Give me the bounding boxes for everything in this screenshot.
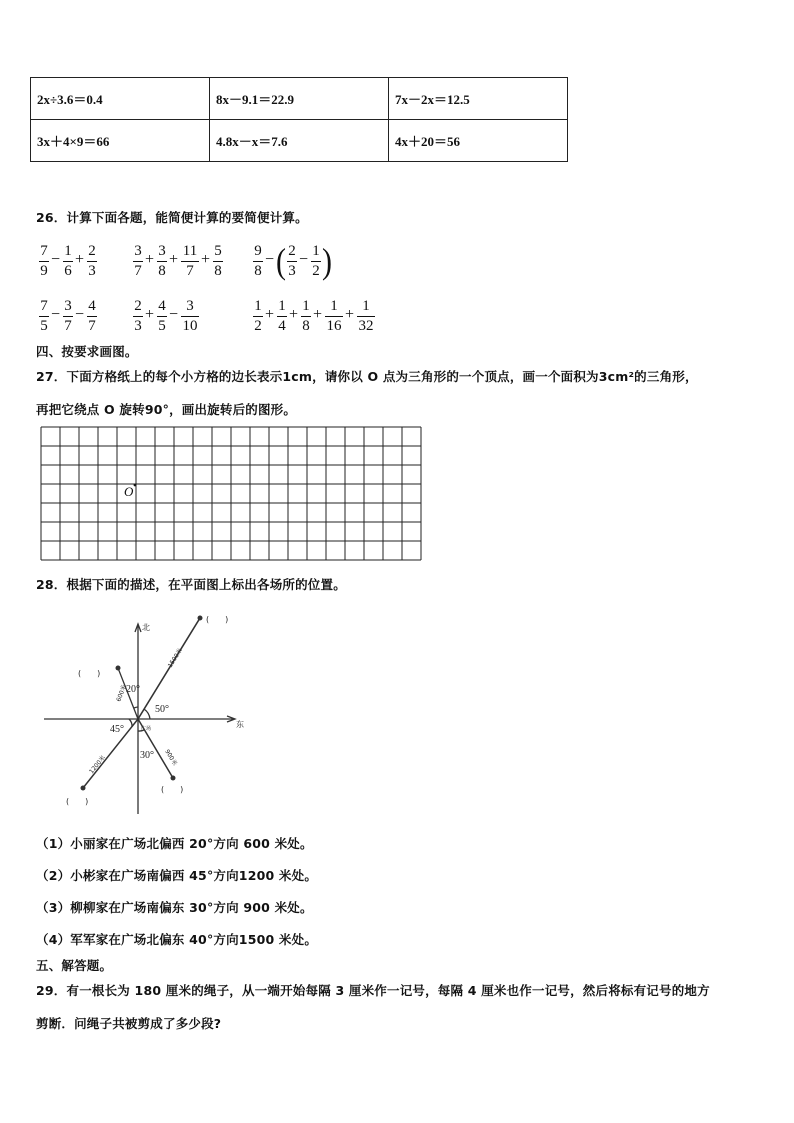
paren-open: ( (276, 241, 286, 282)
fraction-bar (133, 261, 143, 262)
denominator: 8 (158, 263, 166, 279)
operator: + (75, 251, 85, 268)
fraction-bar (63, 261, 73, 262)
fraction (86, 298, 98, 335)
fraction (212, 243, 224, 280)
fraction (276, 298, 288, 335)
fraction (132, 298, 144, 335)
numerator: 1 (362, 298, 370, 314)
fraction-bar (253, 261, 263, 262)
east-label: 东 (236, 720, 244, 729)
table-row (31, 78, 568, 120)
numerator: 1 (64, 243, 72, 259)
operator: + (169, 251, 179, 268)
q28-item-1: （1）小丽家在广场北偏西 20°方向 600 米处。 (36, 836, 313, 851)
distance-label: 1200米 (88, 754, 107, 776)
fraction (356, 298, 376, 335)
numerator: 11 (182, 243, 198, 259)
q29-line1: 29．有一根长为 180 厘米的绳子，从一端开始每隔 3 厘米作一记号，每隔 4 厘米也作一记号，然后将标有记号的地方 (36, 983, 710, 998)
equation-cell: 7x－2x＝12.5 (389, 78, 568, 120)
fraction-bar (213, 261, 223, 262)
numerator: 3 (134, 243, 142, 259)
q29-line2: 剪断．问绳子共被剪成了多少段? (36, 1016, 222, 1031)
equation-cell: 8x－9.1＝22.9 (210, 78, 389, 120)
fraction (62, 298, 74, 335)
denominator: 2 (254, 318, 262, 334)
equation-cell: 4.8x－x＝7.6 (210, 120, 389, 162)
operator: − (169, 306, 179, 323)
fraction (156, 298, 168, 335)
answer-blank: ( ) (161, 785, 184, 794)
numerator: 3 (64, 298, 72, 314)
north-label: 北 (142, 623, 150, 632)
fraction-bar (87, 316, 97, 317)
numerator: 1 (312, 243, 320, 259)
equation-cell: 3x＋4×9＝66 (31, 120, 210, 162)
denominator: 3 (134, 318, 142, 334)
angle-label: 30° (140, 750, 154, 761)
paren-close: ) (322, 241, 332, 282)
point-marker (171, 776, 176, 781)
q28-item-4: （4）军军家在广场北偏东 40°方向1500 米处。 (36, 932, 318, 947)
point-marker (81, 786, 86, 791)
denominator: 6 (64, 263, 72, 279)
angle-arc (144, 709, 150, 719)
denominator: 4 (278, 318, 286, 334)
denominator: 5 (158, 318, 166, 334)
fraction-bar (63, 316, 73, 317)
denominator: 7 (134, 263, 142, 279)
numerator: 3 (186, 298, 194, 314)
q28-item-2: （2）小彬家在广场南偏西 45°方向1200 米处。 (36, 868, 318, 883)
point-o-label: O (124, 484, 134, 499)
denominator: 7 (88, 318, 96, 334)
operator: + (345, 306, 355, 323)
fraction (310, 243, 322, 280)
answer-blank: ( ) (78, 669, 101, 678)
denominator: 16 (326, 318, 342, 334)
fraction-bar (181, 261, 199, 262)
numerator: 2 (134, 298, 142, 314)
operator: − (51, 251, 61, 268)
distance-label: 1500米 (166, 647, 184, 670)
denominator: 8 (254, 263, 262, 279)
fraction-bar (287, 261, 297, 262)
fraction-bar (325, 316, 343, 317)
fraction-bar (87, 261, 97, 262)
numerator: 7 (40, 243, 48, 259)
equation-cell: 2x÷3.6＝0.4 (31, 78, 210, 120)
numerator: 9 (254, 243, 262, 259)
operator: + (289, 306, 299, 323)
fraction (156, 243, 168, 280)
fraction-bar (277, 316, 287, 317)
denominator: 32 (358, 318, 374, 334)
operator: + (145, 306, 155, 323)
operator: − (265, 251, 275, 268)
numerator: 7 (40, 298, 48, 314)
table-row (31, 120, 568, 162)
fraction-bar (157, 261, 167, 262)
denominator: 7 (64, 318, 72, 334)
q26-title: 26．计算下面各题，能简便计算的要简便计算。 (36, 210, 308, 225)
numerator: 1 (302, 298, 310, 314)
numerator: 3 (158, 243, 166, 259)
operator: − (51, 306, 61, 323)
fraction-bar (133, 316, 143, 317)
fraction-bar (157, 316, 167, 317)
denominator: 3 (88, 263, 96, 279)
fraction-bar (39, 316, 49, 317)
numerator: 2 (88, 243, 96, 259)
equation-cell: 4x＋20＝56 (389, 120, 568, 162)
answer-blank: ( ) (206, 615, 229, 624)
operator: + (313, 306, 323, 323)
fraction (86, 243, 98, 280)
fraction-bar (357, 316, 375, 317)
operator: − (75, 306, 85, 323)
angle-arc (129, 719, 132, 727)
fraction (300, 298, 312, 335)
operator: + (145, 251, 155, 268)
numerator: 2 (288, 243, 296, 259)
ray-1500 (138, 618, 200, 719)
fraction (62, 243, 74, 280)
fraction (38, 298, 50, 335)
fraction (252, 298, 264, 335)
numerator: 5 (214, 243, 222, 259)
q27-line1: 27．下面方格纸上的每个小方格的边长表示1cm，请你以 O 点为三角形的一个顶点，画一个面积为3cm²的三角形， (36, 369, 698, 384)
fraction-bar (181, 316, 199, 317)
section-4-heading: 四、按要求画图。 (36, 344, 138, 359)
fraction (132, 243, 144, 280)
fraction-bar (311, 261, 321, 262)
distance-label: 900米 (163, 748, 179, 767)
q28-item-3: （3）柳柳家在广场南偏东 30°方向 900 米处。 (36, 900, 313, 915)
fraction (286, 243, 298, 280)
fraction-bar (253, 316, 263, 317)
center-label: 广场 (141, 726, 152, 732)
angle-label: 20° (126, 684, 140, 695)
point-o-dot (134, 484, 137, 487)
numerator: 1 (278, 298, 286, 314)
operator: − (299, 251, 309, 268)
angle-label: 45° (110, 724, 124, 735)
direction-diagram (40, 606, 260, 818)
fraction (324, 298, 344, 335)
operator: + (201, 251, 211, 268)
point-marker (198, 616, 203, 621)
denominator: 8 (214, 263, 222, 279)
fraction-bar (39, 261, 49, 262)
grid-paper (40, 426, 422, 562)
fraction (252, 243, 264, 280)
numerator: 1 (254, 298, 262, 314)
numerator: 4 (158, 298, 166, 314)
denominator: 10 (182, 318, 198, 334)
numerator: 1 (330, 298, 338, 314)
point-marker (116, 666, 121, 671)
denominator: 2 (312, 263, 320, 279)
denominator: 7 (186, 263, 194, 279)
distance-label: 600米 (115, 683, 129, 703)
operator: + (265, 306, 275, 323)
equation-table (30, 77, 568, 162)
fraction (180, 298, 200, 335)
fraction (180, 243, 200, 280)
denominator: 9 (40, 263, 48, 279)
section-5-heading: 五、解答题。 (36, 958, 113, 973)
q28-title: 28．根据下面的描述，在平面图上标出各场所的位置。 (36, 577, 346, 592)
q27-line2: 再把它绕点 O 旋转90°，画出旋转后的图形。 (36, 402, 297, 417)
angle-label: 50° (155, 704, 169, 715)
fraction (38, 243, 50, 280)
denominator: 8 (302, 318, 310, 334)
answer-blank: ( ) (66, 797, 89, 806)
numerator: 4 (88, 298, 96, 314)
denominator: 3 (288, 263, 296, 279)
fraction-bar (301, 316, 311, 317)
denominator: 5 (40, 318, 48, 334)
